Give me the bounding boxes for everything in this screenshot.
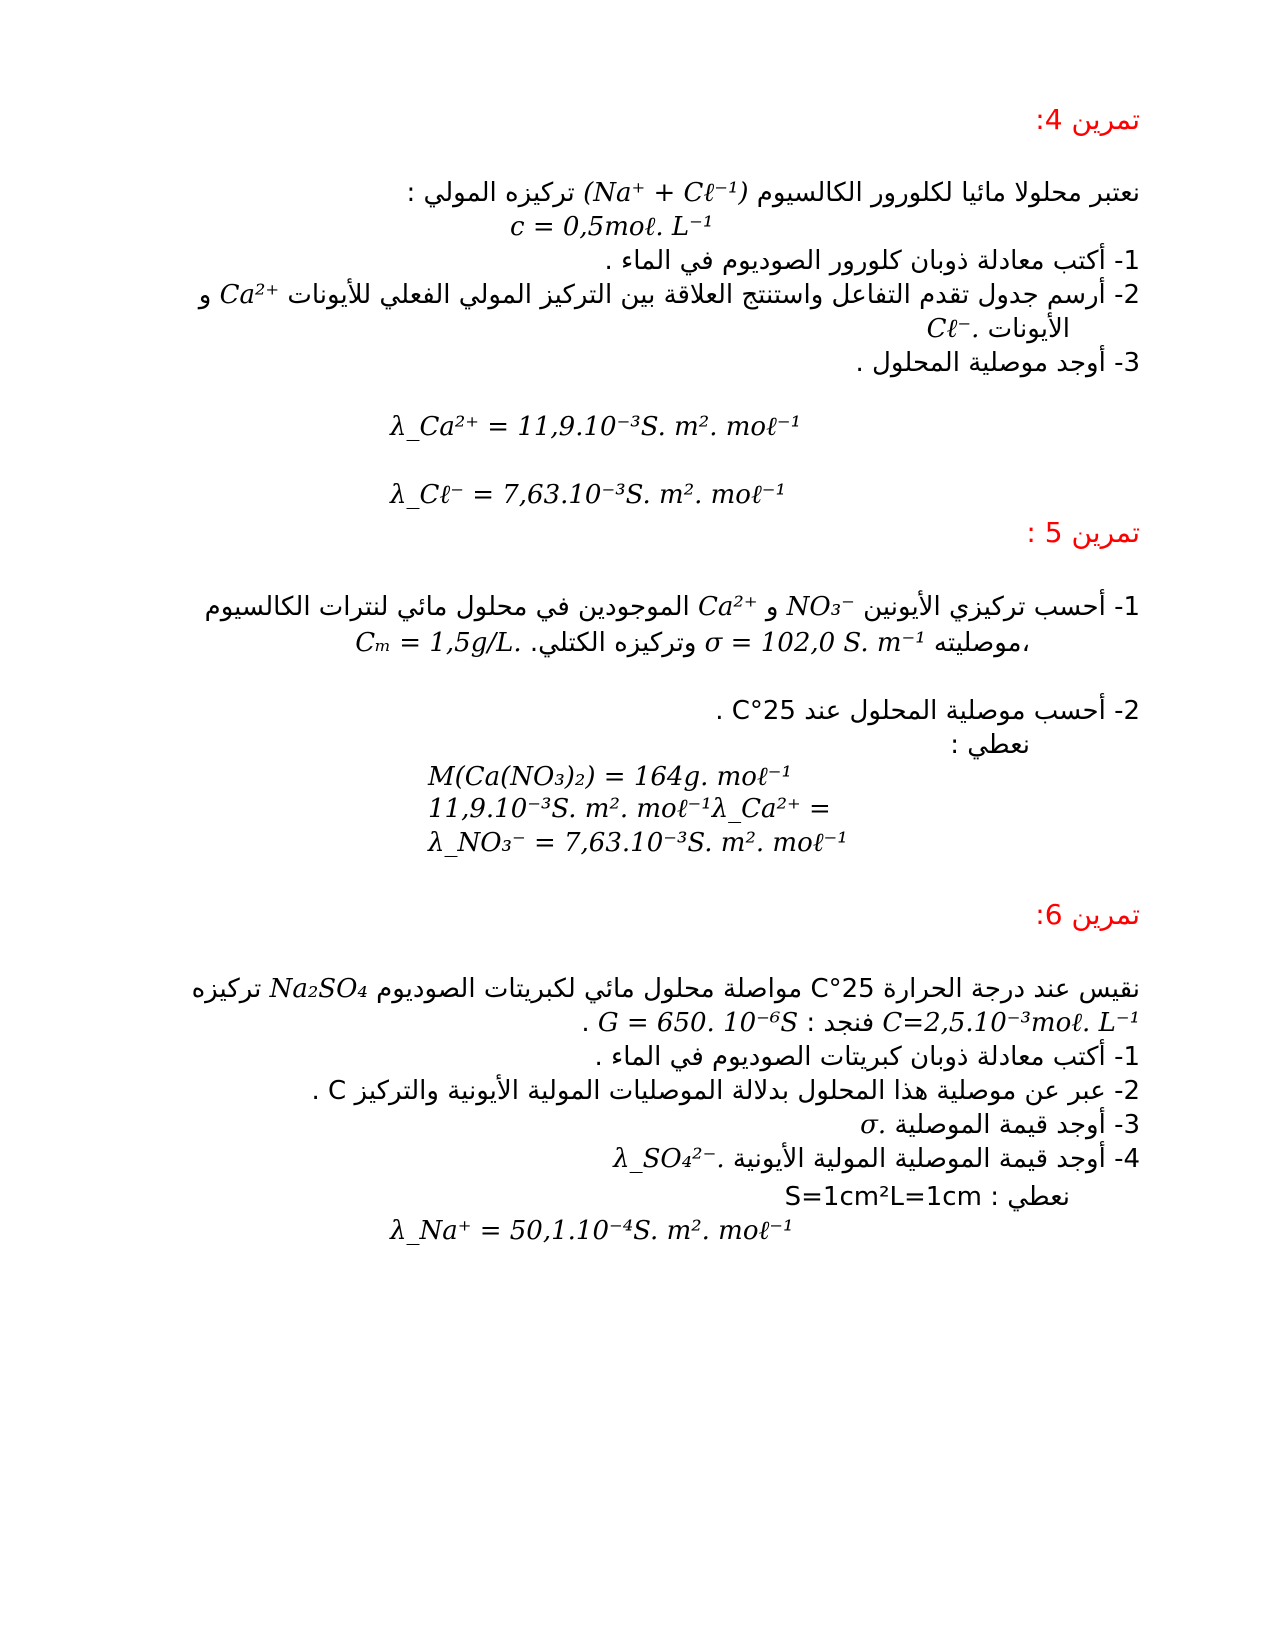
concentration-value: C=2,5.10⁻³moℓ. L⁻¹ [882,1008,1140,1038]
question-text: أحسب موصلية المحلول عند 25°C . [715,696,1106,726]
ion-calcium: Ca²⁺ [219,280,280,310]
question-number: -2 [1114,280,1140,310]
exercise-4-intro [407,176,1140,210]
question-number: -4 [1114,1144,1140,1174]
lambda-nitrate: λ_NO₃⁻ = 7,63.10⁻³S. m². moℓ⁻¹ [428,828,848,858]
lambda-sulfate: λ_SO₄²⁻. [613,1144,725,1174]
find-label: فنجد : [806,1008,875,1038]
exercise-6-question-4 [613,1142,1140,1176]
question-text: أحسب تركيزي الأيونين [863,592,1106,622]
exercise-4-question-2 [199,278,1140,312]
question-text: أرسم جدول تقدم التفاعل واستنتج العلاقة بين التركيز المولي الفعلي للأيونات [287,280,1106,310]
exercise-4-question-1 [605,244,1141,278]
molar-mass: M(Ca(NO₃)₂) = 164g. moℓ⁻¹ [428,762,792,792]
conjunction: و [198,280,212,310]
question-text: أكتب معادلة ذوبان كلورور الصوديوم في الماء . [604,246,1106,276]
question-text: أكتب معادلة ذوبان كبريتات الصوديوم في الماء . [594,1042,1106,1072]
conjunction: و [765,592,779,622]
exercise-5-given-label: نعطي : [950,730,1030,760]
lambda-chloride: λ_Cℓ⁻ = 7,63.10⁻³S. m². moℓ⁻¹ [390,480,786,510]
intro-tail: تركيزه [191,974,262,1004]
exercise-5-heading: تمرين 5 : [1026,516,1140,549]
sigma-symbol: σ. [860,1110,887,1140]
exercise-4-question-3 [856,346,1140,380]
question-text: أوجد قيمة الموصلية [894,1110,1106,1140]
intro-formula: Na₂SO₄ [269,974,368,1004]
question-text-end: الموجودين في محلول مائي لنترات الكالسيوم [204,592,690,622]
question-number: -1 [1114,592,1140,622]
given-values: S=1cm²L=1cm [784,1182,982,1212]
exercise-6-intro [192,972,1140,1006]
ion-nitrate: NO₃⁻ [786,592,855,622]
conductivity-label: ،موصليته [933,628,1030,658]
exercise-5-question-1 [205,590,1140,624]
question-number: -2 [1114,1076,1140,1106]
exercise-6-heading: تمرين 6: [1035,898,1140,931]
lambda-calcium: 11,9.10⁻³S. m². moℓ⁻¹λ_Ca²⁺ = [428,794,831,824]
intro-text: نقيس عند درجة الحرارة 25°C مواصلة محلول مائي لكبريتات الصوديوم [376,974,1140,1004]
exercise-4-question-2-continued [927,312,1070,346]
exercise-4-heading: تمرين 4: [1035,103,1140,136]
question-text: الأيونات [987,314,1070,344]
exercise-6-question-3 [860,1108,1140,1142]
mass-concentration-value: Cₘ = 1,5g/L. [355,628,522,658]
question-number: -3 [1114,348,1140,378]
exercise-5-question-2 [715,694,1140,728]
question-number: -3 [1114,1110,1140,1140]
exercise-6-question-2 [312,1074,1140,1108]
intro-formula: (Na⁺ + Cℓ⁻¹) [583,178,749,208]
conductivity-value: σ = 102,0 S. m⁻¹ [704,628,926,658]
exercise-5-question-1-continued [355,626,1030,660]
exercise-6-given [785,1180,1070,1214]
question-text: أوجد قيمة الموصلية المولية الأيونية [732,1144,1106,1174]
question-number: -1 [1114,1042,1140,1072]
question-text: عبر عن موصلية هذا المحلول بدلالة الموصليات المولية الأيونية والتركيز C . [311,1076,1106,1106]
mass-concentration-label: وتركيزه الكتلي. [529,628,697,658]
exercise-4-concentration: c = 0,5moℓ. L⁻¹ [510,212,714,242]
sentence-end: . [581,1008,590,1038]
lambda-sodium: λ_Na⁺ = 50,1.10⁻⁴S. m². moℓ⁻¹ [390,1216,794,1246]
question-number: -2 [1114,696,1140,726]
ion-calcium: Ca²⁺ [698,592,758,622]
ion-chloride: Cℓ⁻. [926,314,980,344]
question-text: أوجد موصلية المحلول . [855,348,1106,378]
lambda-calcium: λ_Ca²⁺ = 11,9.10⁻³S. m². moℓ⁻¹ [390,412,802,442]
exercise-6-intro-continued [581,1006,1140,1040]
exercise-6-question-1 [595,1040,1140,1074]
intro-tail: تركيزه المولي : [406,178,575,208]
intro-text: نعتبر محلولا مائيا لكلورور الكالسيوم [756,178,1140,208]
conductance-value: G = 650. 10⁻⁶S [597,1008,799,1038]
question-number: -1 [1114,246,1140,276]
given-label: نعطي : [990,1182,1070,1212]
